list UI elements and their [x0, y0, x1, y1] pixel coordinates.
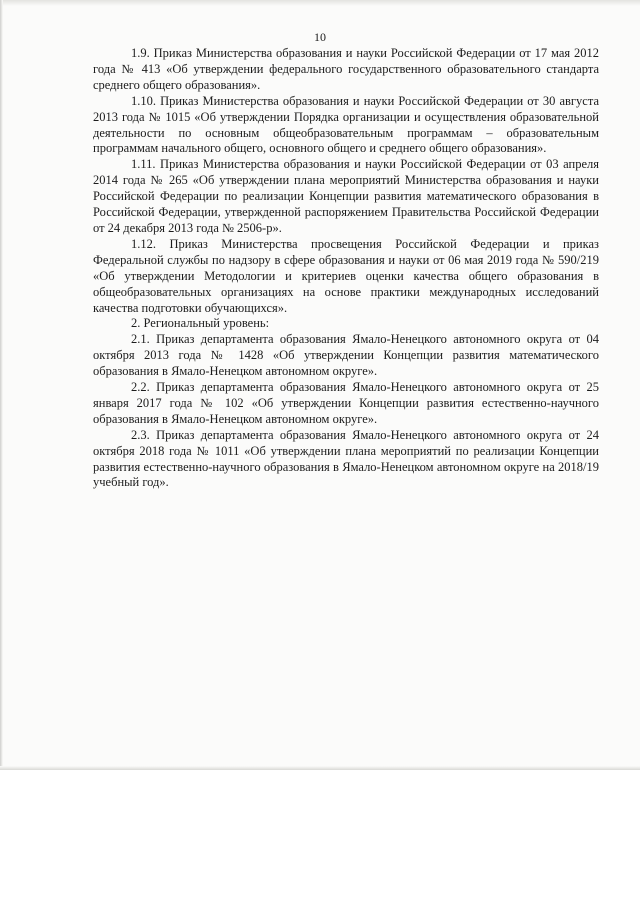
paragraph-1-9: 1.9. Приказ Министерства образования и науки Российской Федерации от 17 мая 2012 года № 413 «Об утверждении федерального государственного образовательного стандарта среднего общего образования». [93, 46, 599, 92]
paragraph-1-11: 1.11. Приказ Министерства образования и науки Российской Федерации от 03 апреля 2014 года № 265 «Об утверждении плана мероприятий Министерства образования и науки Российской Федерации по реализации Концепции развития математического образования в Российской Федерации, утвержденной распоряжением Правительства Российской Федерации от 24 декабря 2013 года № 2506-р». [93, 157, 599, 235]
scan-edge-left [0, 0, 3, 770]
section-heading-regional: 2. Региональный уровень: [131, 316, 270, 331]
paragraph-1-10: 1.10. Приказ Министерства образования и науки Российской Федерации от 30 августа 2013 года № 1015 «Об утверждении Порядка организации и осуществления образовательной деятельности по основным общеобразовательным программам – образовательным программам начального общего, основного общего и среднего общего образования». [93, 93, 599, 156]
paragraph-2-1: 2.1. Приказ департамента образования Ямало-Ненецкого автономного округа от 04 октября 2013 года № 1428 «Об утверждении Концепции развития математического образования в Ямало-Ненецком автономном округе». [93, 332, 599, 379]
scan-edge-top [0, 0, 640, 6]
scan-edge-bottom [0, 766, 640, 770]
paragraph-2-3: 2.3. Приказ департамента образования Ямало-Ненецкого автономного округа от 24 октября 2018 года № 1011 «Об утверждении плана мероприятий по реализации Концепции развития естественно-научного образования в Ямало-Ненецком автономном округе на 2018/19 учебный год». [93, 427, 599, 490]
paragraph-2-2: 2.2. Приказ департамента образования Ямало-Ненецкого автономного округа от 25 января 2017 года № 102 «Об утверждении Концепции развития естественно-научного образования в Ямало-Ненецком автономном округе». [93, 380, 599, 426]
document-body [93, 46, 599, 491]
paragraph-1-12: 1.12. Приказ Министерства просвещения Российской Федерации и приказ Федеральной службы по надзору в сфере образования и науки от 06 мая 2019 года № 590/219 «Об утверждении Методологии и критериев оценки качества общего образования в общеобразовательных организациях на основе практики международных исследований качества подготовки обучающихся». [93, 236, 599, 315]
page-number: 10 [314, 30, 326, 44]
